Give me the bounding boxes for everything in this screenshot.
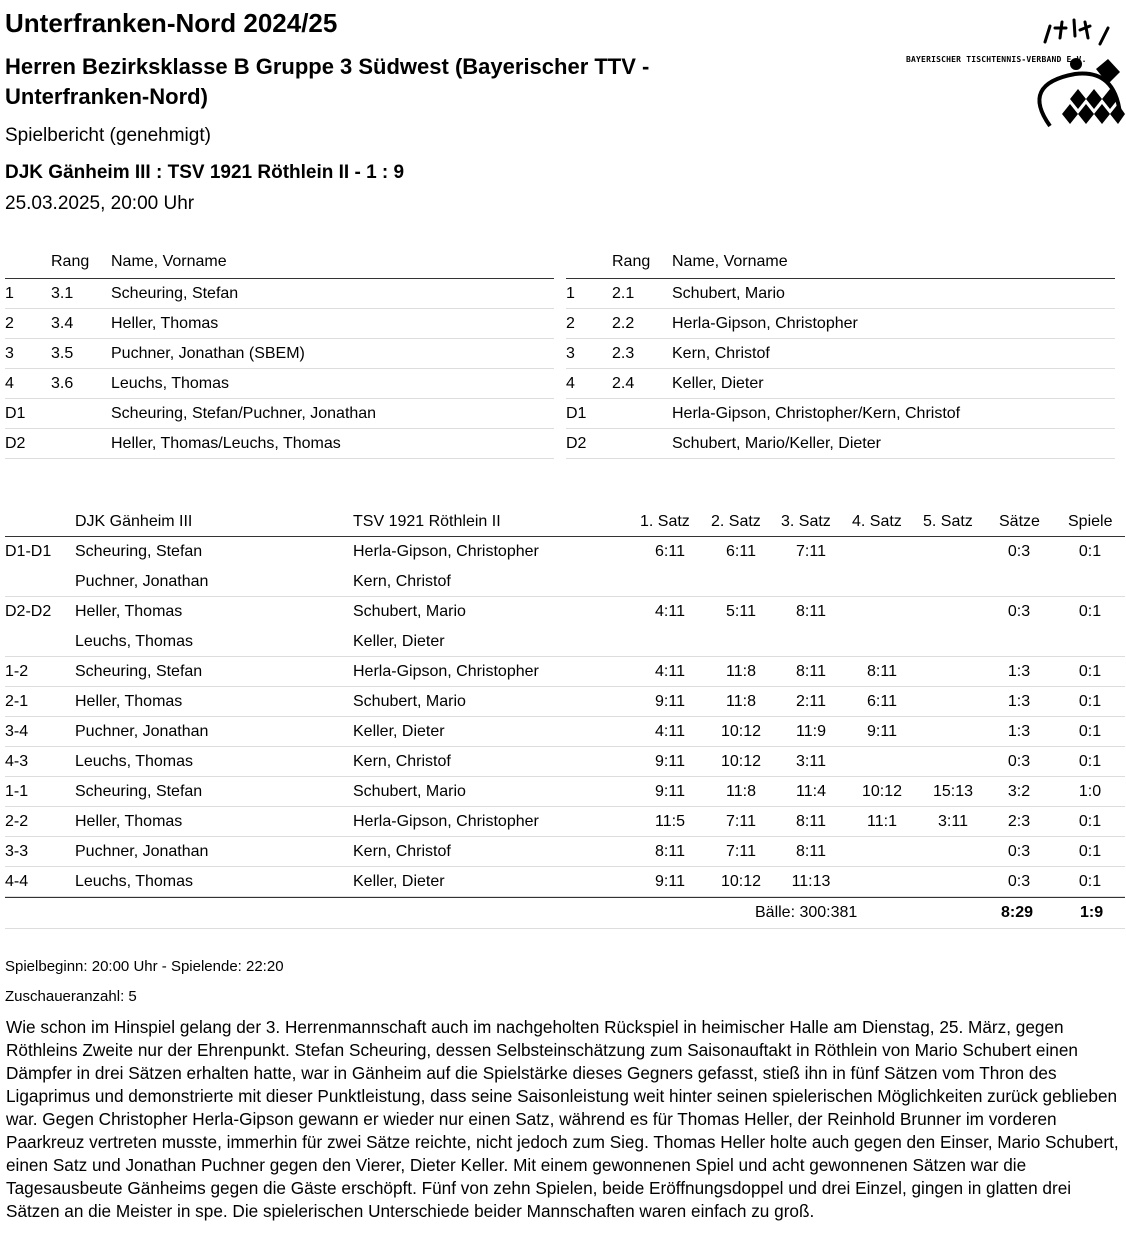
col-rang: Rang xyxy=(51,253,90,270)
saetze-score: 3:2 xyxy=(1007,783,1031,800)
lineup-away xyxy=(566,248,1115,459)
bttv-logo-icon xyxy=(900,14,1125,129)
spiele-score: 0:1 xyxy=(1078,813,1102,830)
home-player: Leuchs, Thomas xyxy=(75,633,193,650)
home-player: Scheuring, Stefan xyxy=(75,783,203,800)
set-score: 8:11 xyxy=(796,603,826,620)
home-player: Heller, Thomas xyxy=(75,603,183,620)
set-score: 8:11 xyxy=(796,663,826,680)
saetze-score: 1:3 xyxy=(1007,663,1031,680)
match-times: Spielbeginn: 20:00 Uhr - Spielende: 22:20 xyxy=(5,958,284,975)
saetze-score: 0:3 xyxy=(1007,543,1031,560)
game-pairing: 4-3 xyxy=(5,753,29,770)
match-datetime: 25.03.2025, 20:00 Uhr xyxy=(5,193,195,214)
spiele-score: 0:1 xyxy=(1078,843,1102,860)
lineup-row: D2 Heller, Thomas/Leuchs, Thomas xyxy=(5,429,554,459)
match-report-text: Wie schon im Hinspiel gelang der 3. Herrenmannschaft auch im nachgeholten Rückspiel in heimischer Halle am Dienstag, 25. März, gegen Röthleins Zweite nur der Ehrenpunkt. Stefan Scheuring, dessen Selbsteinschätzung zum Saisonauftakt in Röthlein von Mario Schubert einen Dämpfer in drei Sätzen erhalten hatte, war in Gänheim auf die Spielstärke dieses Gegners gefasst, stieß ihn in fünf Sätzen vom Thron des Ligaprimus und demonstrierte mit dieser Punktleistung, dass seine Saisonleistung weit hinter seinen spielerischen Möglichkeiten zurück geblieben war. Gegen Christopher Herla-Gipson gewann er wieder nur einen Satz, während es für Thomas Heller, der Reinhold Brunner im vorderen Paarkreuz vertreten musste, immerhin für zwei Sätze reichte, nicht jedoch zum Sieg. Thomas Heller holte auch gegen den Einser, Mario Schubert, einen Satz und Jonathan Puchner gegen den Vierer, Dieter Keller. Mit einem gewonnenen Spiel und acht gewonnenen Sätzen war die Tagesausbeute Gänheims gegen die Gäste erschöpft. Fünf von zehn Spielen, beide Eröffnungsdoppel und drei Einzel, gingen in glatten drei Sätzen an die Meister in spe. Die spielerischen Unterschiede beider Mannschaften waren einfach zu groß. xyxy=(6,1017,1119,1221)
away-player: Herla-Gipson, Christopher xyxy=(353,663,539,680)
set-score: 9:11 xyxy=(867,723,897,740)
set-score: 4:11 xyxy=(655,603,685,620)
game-row xyxy=(5,597,1125,657)
set-score: 7:11 xyxy=(726,843,756,860)
set-score: 11:9 xyxy=(796,723,826,740)
set-score: 10:12 xyxy=(720,753,762,770)
game-row xyxy=(5,837,1125,867)
logo-text: BAYERISCHER TISCHTENNIS-VERBAND E.V. xyxy=(906,55,1087,64)
match-result: DJK Gänheim III : TSV 1921 Röthlein II - 1 : 9 xyxy=(5,162,405,183)
set-score: 3:11 xyxy=(796,753,826,770)
lineup-row: 1 3.1 Scheuring, Stefan xyxy=(5,279,554,309)
home-player: Scheuring, Stefan xyxy=(75,543,203,560)
set-score: 11:5 xyxy=(655,813,685,830)
set-score: 2:11 xyxy=(796,693,826,710)
game-row xyxy=(5,867,1125,897)
spiele-score: 0:1 xyxy=(1078,753,1102,770)
home-player: Puchner, Jonathan xyxy=(75,573,209,590)
games-total-row xyxy=(5,897,1125,929)
home-player: Scheuring, Stefan xyxy=(75,663,203,680)
set-score: 4:11 xyxy=(655,663,685,680)
set-score: 8:11 xyxy=(796,813,826,830)
spiele-score: 0:1 xyxy=(1078,693,1102,710)
away-player: Keller, Dieter xyxy=(353,873,445,890)
game-row xyxy=(5,807,1125,837)
col-saetze: Sätze xyxy=(999,513,1040,530)
game-row xyxy=(5,747,1125,777)
lineup-row: 2 2.2 Herla-Gipson, Christopher xyxy=(566,309,1115,339)
set-score: 6:11 xyxy=(867,693,897,710)
set-score: 7:11 xyxy=(796,543,826,560)
game-row xyxy=(5,657,1125,687)
lineup-row: 4 2.4 Keller, Dieter xyxy=(566,369,1115,399)
saetze-score: 1:3 xyxy=(1007,723,1031,740)
set-score: 11:8 xyxy=(726,783,756,800)
lineup-away-header xyxy=(566,248,1115,279)
game-pairing: 3-3 xyxy=(5,843,29,860)
lineup-row: 4 3.6 Leuchs, Thomas xyxy=(5,369,554,399)
game-pairing: D1-D1 xyxy=(5,543,52,560)
spiele-score: 0:1 xyxy=(1078,663,1102,680)
away-player: Keller, Dieter xyxy=(353,723,445,740)
col-rang: Rang xyxy=(612,253,651,270)
saetze-total: 8:29 xyxy=(1001,904,1034,921)
away-player: Kern, Christof xyxy=(353,843,451,860)
col-satz-4: 4. Satz xyxy=(852,513,902,530)
saetze-score: 0:3 xyxy=(1007,873,1031,890)
game-pairing: 4-4 xyxy=(5,873,29,890)
baelle-total: Bälle: 300:381 xyxy=(755,904,858,921)
lineup-row: D2 Schubert, Mario/Keller, Dieter xyxy=(566,429,1115,459)
game-row xyxy=(5,717,1125,747)
game-pairing: 2-2 xyxy=(5,813,29,830)
set-score: 11:8 xyxy=(726,693,756,710)
set-score: 6:11 xyxy=(726,543,756,560)
spectator-count: Zuschaueranzahl: 5 xyxy=(5,988,137,1005)
set-score: 11:1 xyxy=(867,813,897,830)
set-score: 10:12 xyxy=(720,723,762,740)
lineup-row: 2 3.4 Heller, Thomas xyxy=(5,309,554,339)
set-score: 4:11 xyxy=(655,723,685,740)
home-player: Puchner, Jonathan xyxy=(75,723,209,740)
lineup-row: 3 3.5 Puchner, Jonathan (SBEM) xyxy=(5,339,554,369)
home-player: Puchner, Jonathan xyxy=(75,843,209,860)
saetze-score: 1:3 xyxy=(1007,693,1031,710)
col-satz-2: 2. Satz xyxy=(711,513,761,530)
set-score: 9:11 xyxy=(655,693,685,710)
lineup-home-header xyxy=(5,248,554,279)
set-score: 11:4 xyxy=(796,783,826,800)
game-row xyxy=(5,777,1125,807)
set-score: 10:12 xyxy=(861,783,903,800)
away-player: Herla-Gipson, Christopher xyxy=(353,543,539,560)
game-pairing: 2-1 xyxy=(5,693,29,710)
page-title: Unterfranken-Nord 2024/25 xyxy=(5,8,338,38)
set-score: 7:11 xyxy=(726,813,756,830)
col-name: Name, Vorname xyxy=(672,253,788,270)
games-header xyxy=(5,508,1125,537)
home-player: Leuchs, Thomas xyxy=(75,753,193,770)
game-pairing: 1-1 xyxy=(5,783,29,800)
set-score: 6:11 xyxy=(655,543,685,560)
spiele-score: 1:0 xyxy=(1078,783,1102,800)
set-score: 9:11 xyxy=(655,753,685,770)
set-score: 10:12 xyxy=(720,873,762,890)
away-player: Herla-Gipson, Christopher xyxy=(353,813,539,830)
set-score: 11:8 xyxy=(726,663,756,680)
home-player: Heller, Thomas xyxy=(75,813,183,830)
league-title: Herren Bezirksklasse B Gruppe 3 Südwest (Bayerischer TTV - Unterfranken-Nord) xyxy=(5,54,650,109)
set-score: 9:11 xyxy=(655,783,685,800)
saetze-score: 0:3 xyxy=(1007,603,1031,620)
spiele-score: 0:1 xyxy=(1078,603,1102,620)
game-pairing: D2-D2 xyxy=(5,603,52,620)
lineup-row: D1 Scheuring, Stefan/Puchner, Jonathan xyxy=(5,399,554,429)
set-score: 8:11 xyxy=(867,663,897,680)
col-home-team: DJK Gänheim III xyxy=(75,513,193,530)
home-player: Leuchs, Thomas xyxy=(75,873,193,890)
set-score: 3:11 xyxy=(938,813,968,830)
set-score: 8:11 xyxy=(796,843,826,860)
col-satz-5: 5. Satz xyxy=(923,513,973,530)
home-player: Heller, Thomas xyxy=(75,693,183,710)
saetze-score: 2:3 xyxy=(1007,813,1031,830)
saetze-score: 0:3 xyxy=(1007,753,1031,770)
game-pairing: 3-4 xyxy=(5,723,29,740)
spiele-score: 0:1 xyxy=(1078,723,1102,740)
saetze-score: 0:3 xyxy=(1007,843,1031,860)
set-score: 8:11 xyxy=(655,843,685,860)
lineup-row: 3 2.3 Kern, Christof xyxy=(566,339,1115,369)
game-pairing: 1-2 xyxy=(5,663,29,680)
lineup-row: 1 2.1 Schubert, Mario xyxy=(566,279,1115,309)
lineup-row: D1 Herla-Gipson, Christopher/Kern, Christof xyxy=(566,399,1115,429)
col-satz-1: 1. Satz xyxy=(640,513,690,530)
set-score: 11:13 xyxy=(791,873,831,890)
away-player: Kern, Christof xyxy=(353,753,451,770)
spiele-total: 1:9 xyxy=(1080,904,1104,921)
away-player: Kern, Christof xyxy=(353,573,451,590)
bttv-logo xyxy=(900,14,1125,129)
game-row xyxy=(5,537,1125,597)
game-row xyxy=(5,687,1125,717)
lineup-home xyxy=(5,248,554,459)
spiele-score: 0:1 xyxy=(1078,543,1102,560)
col-spiele: Spiele xyxy=(1068,513,1113,530)
games-table xyxy=(5,508,1125,929)
set-score: 9:11 xyxy=(655,873,685,890)
away-player: Keller, Dieter xyxy=(353,633,445,650)
col-name: Name, Vorname xyxy=(111,253,227,270)
spiele-score: 0:1 xyxy=(1078,873,1102,890)
away-player: Schubert, Mario xyxy=(353,783,466,800)
report-status: Spielbericht (genehmigt) xyxy=(5,125,211,146)
set-score: 5:11 xyxy=(726,603,756,620)
away-player: Schubert, Mario xyxy=(353,603,466,620)
set-score: 15:13 xyxy=(932,783,974,800)
away-player: Schubert, Mario xyxy=(353,693,466,710)
col-away-team: TSV 1921 Röthlein II xyxy=(353,513,501,530)
col-satz-3: 3. Satz xyxy=(781,513,831,530)
